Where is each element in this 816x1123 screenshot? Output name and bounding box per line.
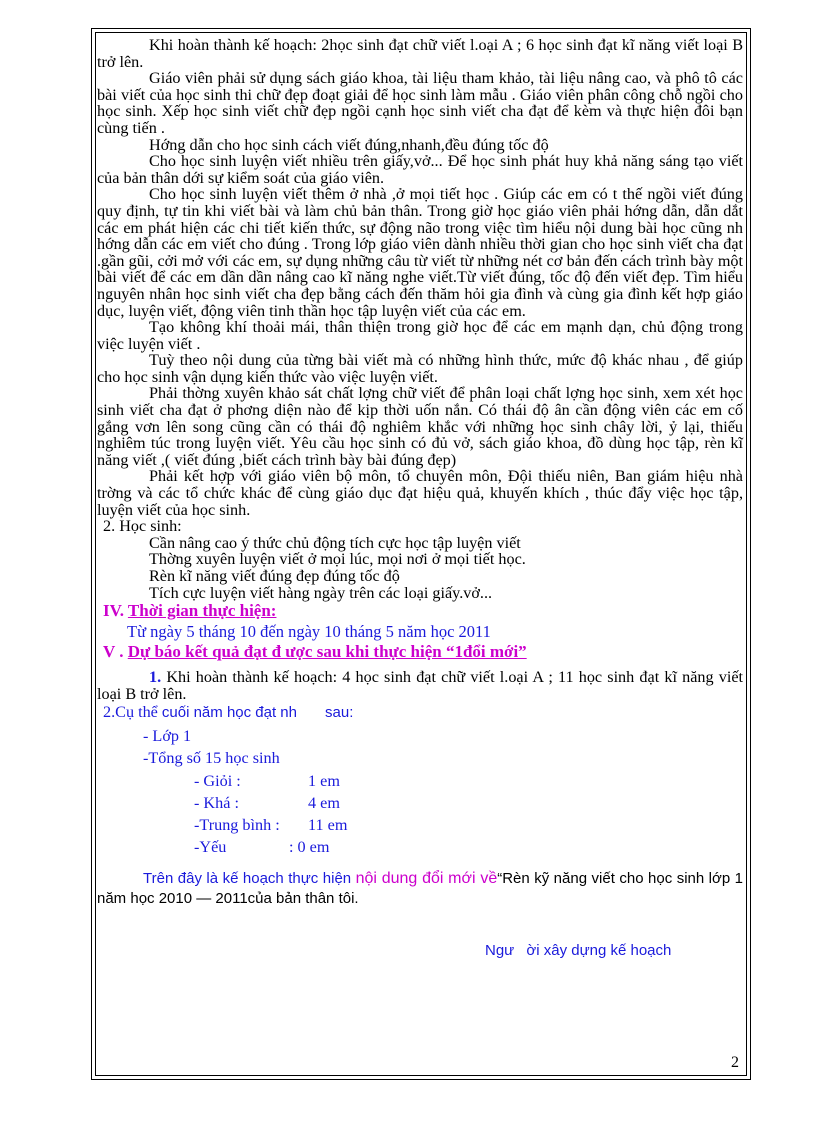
class-line: - Lớp 1: [143, 726, 192, 745]
paragraph: Khi hoàn thành kế hoạch: 2học sinh đạt chữ viết l.oại A ; 6 học sinh đạt kĩ năng viết loại B trở lên.: [97, 36, 743, 71]
list-item: Cần nâng cao ý thức chủ động tích cực học tập luyện viết: [149, 533, 521, 552]
grade-label: -Trung bình :: [194, 815, 280, 834]
item-number: 1.: [149, 667, 162, 686]
signature-text: ời xây dựng: [526, 941, 607, 959]
item-text: Khi hoàn thành kế hoạch: 4 học sinh đạt chữ viết l.oại A ; 11 học sinh đạt kĩ năng viết loại B trở lên.: [97, 667, 744, 703]
paragraph: Phải kết hợp với giáo viên bộ môn, tổ chuyên môn, Đội thiếu niên, Ban giám hiệu nhà trờng và các tổ chức khác để cùng giáo dục đạt hiệu quả, khuyến khích , thúc đẩy việc học tập, luyện viết của học sinh.: [97, 467, 743, 519]
paragraph: Giáo viên phải sử dụng sách giáo khoa, tài liệu tham khảo, tài liệu nâng cao, và phô tô các bài viết của học sinh thi chữ đẹp đoạt giải để học sinh làm mẫu . Giáo viên phân công chỗ ngồi cho học sinh. Xếp học sinh viết chữ đẹp ngồi cạnh học sinh viết cha đạt để kèm và thực hiện đôi bạn cùng tiến .: [97, 69, 743, 137]
grade-label: -Yếu: [194, 837, 227, 856]
grade-value: : 0 em: [289, 837, 330, 856]
grade-label: - Giỏi :: [194, 771, 241, 790]
closing-highlight: nội dung đổi mới về: [355, 869, 498, 887]
section-4-heading: [97, 603, 743, 620]
item-suffix: sau:: [325, 704, 354, 722]
grade-label: - Khá :: [194, 793, 239, 812]
section-5-heading: [97, 644, 743, 661]
item-prefix: 2.Cụ thể: [103, 703, 158, 722]
students-heading: 2. Học sinh:: [103, 517, 182, 536]
section-5-item-2: [97, 704, 743, 722]
closing-text: Trên đây là kế hoạch thực hiện: [143, 869, 352, 887]
signature: [97, 943, 743, 960]
paragraph: Cho học sinh luyện viết thêm ở nhà ,ở mọi tiết học . Giúp các em có t thế ngồi viết đúng quy định, tự tin khi viết bài và làm chủ bản thân. Trong giờ học giáo viên phải hớng dẫn, dẫn dắt các em phát hiện các chi tiết kiến thức, sự động não trong việc tìm hiểu nội dung bài học cũng nh hớng dẫn các em viết cho đúng . Trong lớp giáo viên dành nhiều thời gian cho học sinh viết cha đạt .gần gũi, cởi mở với các em, sự dụng những câu từ viết từ những nét cơ bản đến cách trình bày một bài viết để các em dần dần nâng cao kĩ năng nghe viết.Từ viết đúng, tốc độ đến viết đẹp. Tìm hiểu nguyên nhân học sinh viết cha đẹp bằng cách đến thăm hỏi gia đình và cùng gia đình kết hợp giáo dục, luyện viết, động viên tinh thần học tập luyện viết của các em.: [97, 185, 743, 320]
paragraph: Tạo không khí thoải mái, thân thiện trong giờ học để các em mạnh dạn, chủ động trong việc luyện viết .: [97, 318, 743, 353]
list-item: Thờng xuyên luyện viết ở mọi lúc, mọi nơi ở mọi tiết học.: [149, 550, 526, 569]
paragraph: Phải thờng xuyên khảo sát chất lợng chữ viết để phân loại chất lợng học sinh, xem xét học sinh viết cha đạt ở phơng diện nào để kịp thời uốn nắn. Có thái độ ân cần động viên các em cố gắng vơn lên song cũng cần có thái độ nghiêm khắc với những học sinh chây lời, ỷ lại, thiếu nghiêm túc trong luyện viết. Yêu cầu học sinh có đủ vở, sách giáo khoa, đồ dùng học tập, rèn kĩ năng viết ,( viết đúng ,biết cách trình bày bài đúng đẹp): [97, 384, 743, 469]
closing-text: “Rèn kỹ năng viết cho: [497, 869, 644, 887]
paragraph: Tuỳ theo nội dung của từng bài viết mà có những hình thức, mức độ khác nhau , để giúp cho học sinh vận dụng kiến thức vào việc luyện viết.: [97, 351, 743, 386]
grade-list: [97, 773, 743, 861]
grade-row: [194, 795, 743, 817]
grade-value: 11 em: [308, 815, 348, 834]
grade-row: [194, 817, 743, 839]
closing-text: học sinh lớp 1 năm học 2010 — 2011của bản thân tôi.: [97, 869, 744, 907]
section-5-item-1: [97, 669, 743, 702]
total-line: -Tổng số 15 học sinh: [143, 749, 280, 768]
paragraph: Cho học sinh luyện viết nhiều trên giấy,vở... Để học sinh phát huy khả năng sáng tạo viết của bản thân dới sự kiểm soát của giáo viên.: [97, 152, 743, 187]
document-body: [97, 37, 743, 960]
grade-row: [194, 839, 743, 861]
grade-value: 4 em: [308, 793, 340, 812]
section-title: Dự báo kết quả đạt đ ược sau khi thực hiện “1đổi mới”: [127, 642, 527, 662]
signature-text: Ngư: [485, 941, 515, 959]
list-item: Rèn kĩ năng viết đúng đẹp đúng tốc độ: [149, 567, 400, 585]
section-title: Thời gian thực hiện:: [127, 601, 277, 621]
grade-row: [194, 773, 743, 795]
signature-text: kế hoạch: [610, 941, 672, 959]
section-4-detail: Từ ngày 5 tháng 10 đến ngày 10 tháng 5 năm học 2011: [127, 621, 491, 641]
section-number: V .: [103, 642, 124, 662]
list-item: Tích cực luyện viết hàng ngày trên các loại giấy.vở...: [149, 583, 493, 602]
item-text: cuối năm học đạt nh: [161, 704, 297, 722]
section-number: IV.: [103, 601, 124, 621]
page-number: 2: [731, 1054, 739, 1071]
paragraph: Hớng dẫn cho học sinh cách viết đúng,nhanh,đều đúng tốc độ: [149, 135, 549, 154]
closing-statement: [97, 869, 743, 909]
grade-value: 1 em: [308, 771, 340, 790]
